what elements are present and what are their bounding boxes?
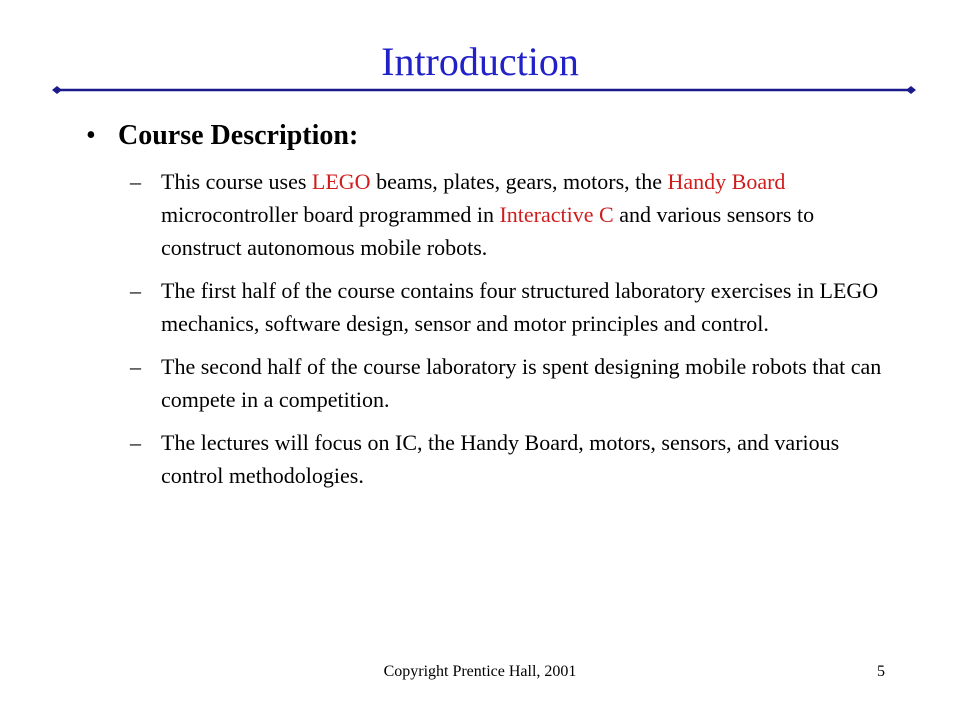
sub-item-text: The second half of the course laboratory is spent designing mobile robots that can compete in a competition. [161, 354, 882, 412]
dash-icon: – [130, 169, 141, 194]
sub-item [130, 274, 890, 340]
dash-icon: – [130, 354, 141, 379]
title-divider [52, 83, 916, 97]
sub-item-text: This course uses [161, 169, 312, 194]
sub-item-text: and various sensors to construct autonomous mobile robots. [161, 202, 815, 260]
dash-icon: – [130, 430, 141, 455]
page-number: 5 [877, 663, 885, 680]
divider-left-diamond [52, 86, 62, 94]
sub-item [130, 165, 890, 264]
footer-copyright: Copyright Prentice Hall, 2001 [383, 663, 577, 680]
slide-footer [0, 661, 960, 685]
highlighted-term: Handy Board [667, 169, 786, 194]
highlighted-term: Interactive C [499, 202, 614, 227]
sub-item [130, 350, 890, 416]
bullet-heading: Course Description: [118, 120, 359, 151]
sub-item-text: The lectures will focus on IC, the Handy Board, motors, sensors, and various control methodologies. [161, 430, 840, 488]
sub-item-text: beams, plates, gears, motors, the [370, 169, 668, 194]
divider-right-diamond [906, 86, 916, 94]
highlighted-term: LEGO [311, 169, 371, 194]
sub-item [130, 426, 890, 492]
slide-title: Introduction [381, 39, 579, 84]
bullet-dot-icon: • [86, 120, 96, 151]
dash-icon: – [130, 278, 141, 303]
sub-item-text: microcontroller board programmed in [161, 202, 500, 227]
sub-item-text: The first half of the course contains four structured laboratory exercises in LEGO mechanics, software design, sensor and motor principles and control. [161, 278, 879, 336]
sub-items-list [130, 165, 890, 502]
